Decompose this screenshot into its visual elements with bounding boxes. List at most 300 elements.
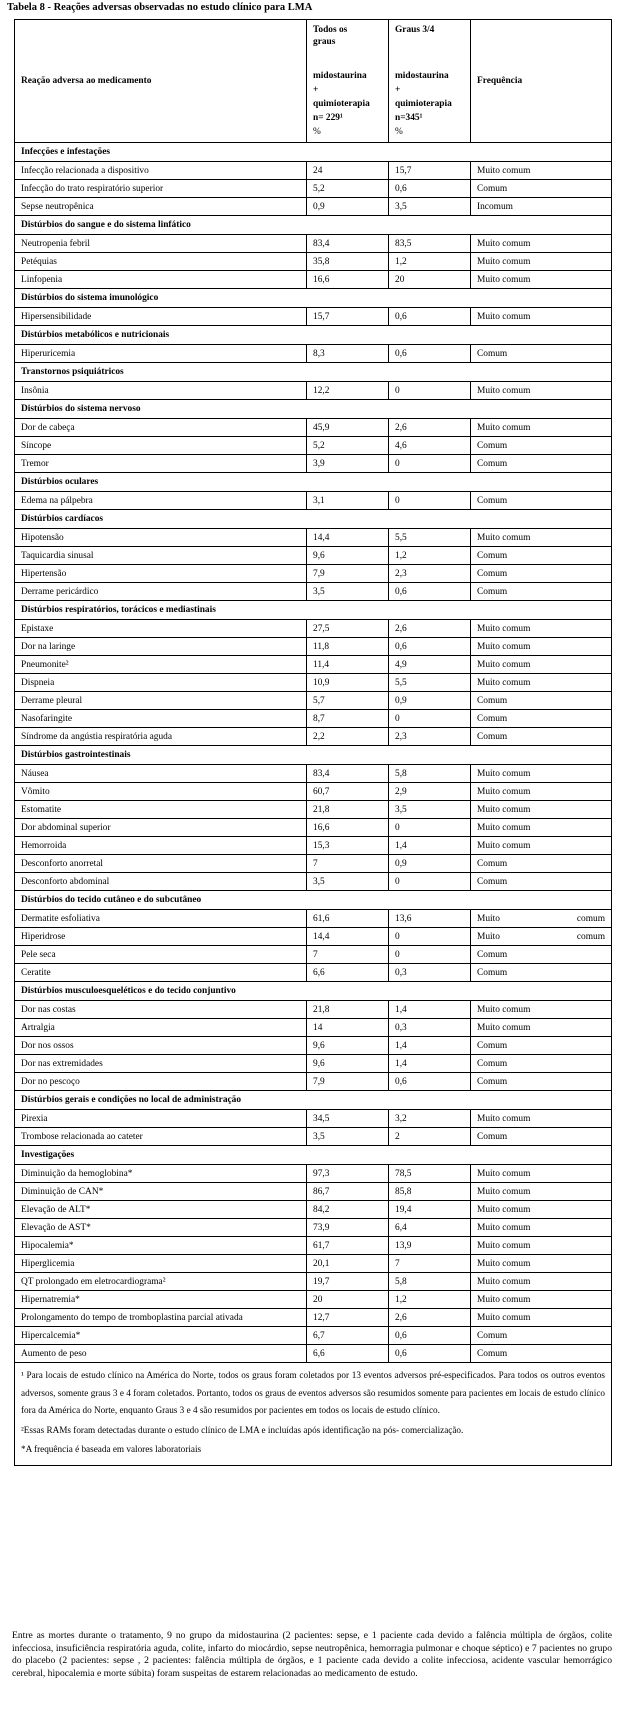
grades-34-cell: 0 (389, 928, 471, 946)
grades-34-cell: 0,6 (389, 180, 471, 198)
header-grades-34-plus: + (395, 85, 401, 95)
section-title: Distúrbios respiratórios, torácicos e mediastinais (15, 601, 612, 620)
grades-34-cell: 3,2 (389, 1110, 471, 1128)
grades-34-cell: 0,6 (389, 638, 471, 656)
reaction-name-cell: Tremor (15, 455, 307, 473)
all-grades-cell: 11,8 (307, 638, 389, 656)
reaction-name-cell: Hipersensibilidade (15, 308, 307, 326)
table-row (15, 855, 612, 873)
frequency-cell: Comum (471, 692, 612, 710)
table-row (15, 1291, 612, 1309)
header-all-grades-unit: % (313, 127, 321, 137)
grades-34-cell: 0,6 (389, 308, 471, 326)
frequency-cell: Comum (471, 437, 612, 455)
all-grades-cell: 3,5 (307, 583, 389, 601)
frequency-cell: Muito comum (471, 419, 612, 437)
all-grades-cell: 9,6 (307, 547, 389, 565)
table-caption: Tabela 8 - Reações adversas observadas no estudo clínico para LMA (7, 2, 313, 13)
reaction-name-cell: Estomatite (15, 801, 307, 819)
all-grades-cell: 0,9 (307, 198, 389, 216)
grades-34-cell: 1,4 (389, 1001, 471, 1019)
header-all-grades-chemo: quimioterapia (313, 99, 370, 109)
header-grades-34-title: Graus 3/4 (395, 25, 435, 35)
frequency-cell: Muito comum (471, 308, 612, 326)
section-header-row (15, 216, 612, 235)
table-row (15, 765, 612, 783)
frequency-cell: Muito comum (471, 837, 612, 855)
section-header-row (15, 601, 612, 620)
frequency-cell: Comum (471, 873, 612, 891)
table-row (15, 1273, 612, 1291)
table-row (15, 308, 612, 326)
grades-34-cell: 6,4 (389, 1219, 471, 1237)
grades-34-cell: 0 (389, 819, 471, 837)
header-grades-34-unit: % (395, 127, 403, 137)
table-row (15, 837, 612, 855)
grades-34-cell: 0,9 (389, 692, 471, 710)
frequency-cell: Muito comum (471, 910, 612, 928)
grades-34-cell: 5,8 (389, 765, 471, 783)
frequency-cell: Muito comum (471, 1219, 612, 1237)
table-row (15, 419, 612, 437)
frequency-cell: Muito comum (471, 1183, 612, 1201)
all-grades-cell: 16,6 (307, 819, 389, 837)
grades-34-cell: 2,3 (389, 728, 471, 746)
all-grades-cell: 20,1 (307, 1255, 389, 1273)
reaction-name-cell: Ceratite (15, 964, 307, 982)
all-grades-cell: 9,6 (307, 1055, 389, 1073)
section-title: Infecções e infestações (15, 143, 612, 162)
frequency-cell: Muito comum (471, 801, 612, 819)
frequency-cell: Muito comum (471, 1291, 612, 1309)
section-title: Distúrbios do tecido cutâneo e do subcutâneo (15, 891, 612, 910)
table-row (15, 1327, 612, 1345)
reaction-name-cell: Hemorroida (15, 837, 307, 855)
reaction-name-cell: Sepse neutropênica (15, 198, 307, 216)
reaction-name-cell: Desconforto anorretal (15, 855, 307, 873)
grades-34-cell: 2,3 (389, 565, 471, 583)
frequency-cell: Muito comum (471, 1001, 612, 1019)
section-header-row (15, 891, 612, 910)
table-row (15, 873, 612, 891)
grades-34-cell: 0,9 (389, 855, 471, 873)
reaction-name-cell: Infecção relacionada a dispositivo (15, 162, 307, 180)
reaction-name-cell: Vômito (15, 783, 307, 801)
reaction-name-cell: Dor no pescoço (15, 1073, 307, 1091)
frequency-cell: Muito comum (471, 674, 612, 692)
section-title: Investigações (15, 1146, 612, 1165)
adverse-reactions-table (14, 19, 612, 1466)
section-header-row (15, 289, 612, 308)
reaction-name-cell: Dor nas extremidades (15, 1055, 307, 1073)
frequency-cell: Muito comum (471, 1165, 612, 1183)
reaction-name-cell: Dermatite esfoliativa (15, 910, 307, 928)
grades-34-cell: 13,9 (389, 1237, 471, 1255)
table-row (15, 455, 612, 473)
grades-34-cell: 0,6 (389, 583, 471, 601)
all-grades-cell: 6,6 (307, 964, 389, 982)
frequency-cell: Muito comum (471, 1110, 612, 1128)
reaction-name-cell: Dispneia (15, 674, 307, 692)
reaction-name-cell: Nasofaringite (15, 710, 307, 728)
grades-34-cell: 2,9 (389, 783, 471, 801)
all-grades-cell: 34,5 (307, 1110, 389, 1128)
all-grades-cell: 10,9 (307, 674, 389, 692)
reaction-name-cell: Hipertensão (15, 565, 307, 583)
frequency-cell: Comum (471, 1037, 612, 1055)
frequency-cell: Muito comum (471, 1273, 612, 1291)
all-grades-cell: 61,7 (307, 1237, 389, 1255)
grades-34-cell: 4,6 (389, 437, 471, 455)
reaction-name-cell: Hiperglicemia (15, 1255, 307, 1273)
grades-34-cell: 1,4 (389, 1037, 471, 1055)
grades-34-cell: 0 (389, 492, 471, 510)
table-row (15, 1037, 612, 1055)
table-row (15, 692, 612, 710)
frequency-cell: Comum (471, 455, 612, 473)
table-row (15, 271, 612, 289)
frequency-cell: Muito comum (471, 928, 612, 946)
all-grades-cell: 61,6 (307, 910, 389, 928)
frequency-cell: Muito comum (471, 1309, 612, 1327)
deaths-paragraph: Entre as mortes durante o tratamento, 9 no grupo da midostaurina (2 pacientes: sepse, e 1 paciente cada devido a falência múltipla de órgãos, colite infecciosa, insuficiência respiratória aguda, colite, infarto do miocárdio, sepse neutropênica, hemorragia pulmonar e choque séptico) e 7 pacientes no grupo do placebo (2 pacientes: sepse , 2 pacientes: falência múltipla de órgãos, e 1 paciente cada devido a colite infecciosa, acidente vascular hemorrágico cerebral, hipocalemia e morte súbita) foram suspeitas de estarem relacionadas ao medicamento de estudo. (12, 1630, 612, 1679)
table-row (15, 492, 612, 510)
all-grades-cell: 83,4 (307, 235, 389, 253)
all-grades-cell: 5,2 (307, 437, 389, 455)
header-all-grades-plus: + (313, 85, 319, 95)
section-title: Distúrbios do sistema nervoso (15, 400, 612, 419)
grades-34-cell: 0,3 (389, 964, 471, 982)
section-title: Distúrbios do sistema imunológico (15, 289, 612, 308)
frequency-cell: Comum (471, 547, 612, 565)
grades-34-cell: 3,5 (389, 198, 471, 216)
all-grades-cell: 12,7 (307, 1309, 389, 1327)
section-header-row (15, 1091, 612, 1110)
table-row (15, 583, 612, 601)
table-row (15, 1001, 612, 1019)
section-title: Distúrbios oculares (15, 473, 612, 492)
reaction-name-cell: Pirexia (15, 1110, 307, 1128)
reaction-name-cell: Síncope (15, 437, 307, 455)
reaction-name-cell: Dor nos ossos (15, 1037, 307, 1055)
section-title: Distúrbios cardíacos (15, 510, 612, 529)
table-row (15, 382, 612, 400)
reaction-name-cell: Linfopenia (15, 271, 307, 289)
reaction-name-cell: Dor abdominal superior (15, 819, 307, 837)
all-grades-cell: 97,3 (307, 1165, 389, 1183)
frequency-cell: Comum (471, 583, 612, 601)
grades-34-cell: 0 (389, 946, 471, 964)
all-grades-cell: 7 (307, 855, 389, 873)
all-grades-cell: 6,7 (307, 1327, 389, 1345)
reaction-name-cell: Derrame pleural (15, 692, 307, 710)
all-grades-cell: 60,7 (307, 783, 389, 801)
section-header-row (15, 363, 612, 382)
grades-34-cell: 1,4 (389, 837, 471, 855)
frequency-cell: Comum (471, 492, 612, 510)
grades-34-cell: 1,2 (389, 547, 471, 565)
all-grades-cell: 19,7 (307, 1273, 389, 1291)
table-row (15, 253, 612, 271)
reaction-name-cell: QT prolongado em eletrocardiograma² (15, 1273, 307, 1291)
reaction-name-cell: Hipotensão (15, 529, 307, 547)
all-grades-cell: 8,7 (307, 710, 389, 728)
all-grades-cell: 3,1 (307, 492, 389, 510)
all-grades-cell: 15,3 (307, 837, 389, 855)
frequency-cell: Comum (471, 728, 612, 746)
reaction-name-cell: Diminuição de CAN* (15, 1183, 307, 1201)
reaction-name-cell: Elevação de ALT* (15, 1201, 307, 1219)
table-row (15, 674, 612, 692)
frequency-cell: Incomum (471, 198, 612, 216)
grades-34-cell: 85,8 (389, 1183, 471, 1201)
table-row (15, 1055, 612, 1073)
grades-34-cell: 1,4 (389, 1055, 471, 1073)
footnote-note2: ²Essas RAMs foram detectadas durante o estudo clínico de LMA e incluídas após identificação na pós- comercialização. (21, 1424, 464, 1435)
table-row (15, 1165, 612, 1183)
grades-34-cell: 78,5 (389, 1165, 471, 1183)
grades-34-cell: 2,6 (389, 419, 471, 437)
table-row (15, 1237, 612, 1255)
reaction-name-cell: Náusea (15, 765, 307, 783)
reaction-name-cell: Dor de cabeça (15, 419, 307, 437)
header-grades-34-n: n=345¹ (395, 113, 423, 123)
reaction-name-cell: Taquicardia sinusal (15, 547, 307, 565)
reaction-name-cell: Dor nas costas (15, 1001, 307, 1019)
section-title: Transtornos psiquiátricos (15, 363, 612, 382)
grades-34-cell: 0,6 (389, 1345, 471, 1363)
table-row (15, 345, 612, 363)
all-grades-cell: 5,2 (307, 180, 389, 198)
grades-34-cell: 13,6 (389, 910, 471, 928)
table-row (15, 710, 612, 728)
all-grades-cell: 84,2 (307, 1201, 389, 1219)
frequency-cell: Comum (471, 345, 612, 363)
reaction-name-cell: Elevação de AST* (15, 1219, 307, 1237)
header-all-grades-n: n= 229¹ (313, 113, 343, 123)
all-grades-cell: 45,9 (307, 419, 389, 437)
reaction-name-cell: Prolongamento do tempo de tromboplastina parcial ativada (15, 1309, 307, 1327)
frequency-cell: Muito comum (471, 271, 612, 289)
frequency-cell: Muito comum (471, 1019, 612, 1037)
grades-34-cell: 5,5 (389, 529, 471, 547)
grades-34-cell: 2,6 (389, 1309, 471, 1327)
table-row (15, 1073, 612, 1091)
all-grades-cell: 73,9 (307, 1219, 389, 1237)
reaction-name-cell: Hipercalcemia* (15, 1327, 307, 1345)
table-row (15, 928, 612, 946)
reaction-name-cell: Síndrome da angústia respiratória aguda (15, 728, 307, 746)
grades-34-cell: 0,3 (389, 1019, 471, 1037)
all-grades-cell: 8,3 (307, 345, 389, 363)
section-header-row (15, 473, 612, 492)
all-grades-cell: 7 (307, 946, 389, 964)
header-all-grades-drug: midostaurina (313, 71, 367, 81)
section-title: Distúrbios do sangue e do sistema linfático (15, 216, 612, 235)
table-row (15, 656, 612, 674)
section-header-row (15, 510, 612, 529)
frequency-cell: Comum (471, 1327, 612, 1345)
grades-34-cell: 19,4 (389, 1201, 471, 1219)
frequency-cell: Muito comum (471, 765, 612, 783)
table-row (15, 529, 612, 547)
frequency-cell: Comum (471, 1055, 612, 1073)
reaction-name-cell: Pele seca (15, 946, 307, 964)
table-row (15, 1183, 612, 1201)
all-grades-cell: 20 (307, 1291, 389, 1309)
reaction-name-cell: Trombose relacionada ao cateter (15, 1128, 307, 1146)
grades-34-cell: 20 (389, 271, 471, 289)
frequency-cell: Muito comum (471, 382, 612, 400)
table-row (15, 1110, 612, 1128)
section-title: Distúrbios musculoesqueléticos e do tecido conjuntivo (15, 982, 612, 1001)
table-row (15, 910, 612, 928)
all-grades-cell: 5,7 (307, 692, 389, 710)
grades-34-cell: 7 (389, 1255, 471, 1273)
reaction-name-cell: Hiperidrose (15, 928, 307, 946)
table-row (15, 819, 612, 837)
table-row (15, 1019, 612, 1037)
table-row (15, 728, 612, 746)
table-row (15, 638, 612, 656)
header-all-grades (307, 20, 389, 143)
section-header-row (15, 982, 612, 1001)
frequency-cell: Comum (471, 710, 612, 728)
table-row (15, 964, 612, 982)
table-row (15, 1128, 612, 1146)
section-header-row (15, 1146, 612, 1165)
header-grades-34 (389, 20, 471, 143)
all-grades-cell: 6,6 (307, 1345, 389, 1363)
table-row (15, 946, 612, 964)
all-grades-cell: 14 (307, 1019, 389, 1037)
grades-34-cell: 5,8 (389, 1273, 471, 1291)
grades-34-cell: 0 (389, 382, 471, 400)
table-row (15, 198, 612, 216)
all-grades-cell: 2,2 (307, 728, 389, 746)
frequency-cell: Muito comum (471, 162, 612, 180)
frequency-cell: Comum (471, 565, 612, 583)
reaction-name-cell: Hipernatremia* (15, 1291, 307, 1309)
table-header-row (15, 20, 612, 143)
all-grades-cell: 12,2 (307, 382, 389, 400)
table-row (15, 1255, 612, 1273)
grades-34-cell: 0,6 (389, 345, 471, 363)
table-row (15, 547, 612, 565)
grades-34-cell: 1,2 (389, 253, 471, 271)
frequency-cell: Muito comum (471, 1237, 612, 1255)
table-row (15, 1219, 612, 1237)
frequency-cell: Muito comum (471, 1255, 612, 1273)
all-grades-cell: 14,4 (307, 529, 389, 547)
reaction-name-cell: Diminuição da hemoglobina* (15, 1165, 307, 1183)
all-grades-cell: 83,4 (307, 765, 389, 783)
reaction-name-cell: Edema na pálpebra (15, 492, 307, 510)
reaction-name-cell: Aumento de peso (15, 1345, 307, 1363)
header-frequency: Frequência (471, 20, 612, 143)
grades-34-cell: 83,5 (389, 235, 471, 253)
frequency-cell: Comum (471, 1128, 612, 1146)
frequency-cell: Comum (471, 946, 612, 964)
frequency-cell: Muito comum (471, 783, 612, 801)
table-row (15, 180, 612, 198)
reaction-name-cell: Pneumonite² (15, 656, 307, 674)
frequency-cell: Muito comum (471, 235, 612, 253)
table-row (15, 783, 612, 801)
header-all-grades-title2: graus (313, 37, 336, 47)
all-grades-cell: 21,8 (307, 801, 389, 819)
reaction-name-cell: Infecção do trato respiratório superior (15, 180, 307, 198)
table-row (15, 1201, 612, 1219)
all-grades-cell: 35,8 (307, 253, 389, 271)
grades-34-cell: 0 (389, 455, 471, 473)
grades-34-cell: 3,5 (389, 801, 471, 819)
header-all-grades-title1: Todos os (313, 25, 348, 35)
frequency-cell: Muito comum (471, 819, 612, 837)
frequency-cell: Comum (471, 1345, 612, 1363)
frequency-cell: Comum (471, 1073, 612, 1091)
grades-34-cell: 2 (389, 1128, 471, 1146)
frequency-cell: Muito comum (471, 656, 612, 674)
grades-34-cell: 1,2 (389, 1291, 471, 1309)
section-header-row (15, 326, 612, 345)
frequency-cell: Comum (471, 855, 612, 873)
reaction-name-cell: Artralgia (15, 1019, 307, 1037)
reaction-name-cell: Petéquias (15, 253, 307, 271)
footnote-note1: ¹ Para locais de estudo clínico na América do Norte, todos os graus foram coletados por 13 eventos adversos pré-especificados. Para todos os outros eventos adversos, somente graus 3 e 4 foram coletados. Portanto, todos os graus de eventos adversos são resumidos somente para pacientes em locais de estudo clínico fora da América do Norte, enquanto Graus 3 e 4 são resumidos por pacientes em todos os locais de estudo clínico. (21, 1370, 605, 1415)
reaction-name-cell: Insônia (15, 382, 307, 400)
header-grades-34-drug: midostaurina (395, 71, 449, 81)
frequency-cell: Comum (471, 964, 612, 982)
reaction-name-cell: Hipocalemia* (15, 1237, 307, 1255)
all-grades-cell: 86,7 (307, 1183, 389, 1201)
table-row (15, 1309, 612, 1327)
frequency-cell: Muito comum (471, 529, 612, 547)
all-grades-cell: 14,4 (307, 928, 389, 946)
all-grades-cell: 11,4 (307, 656, 389, 674)
table-row (15, 437, 612, 455)
all-grades-cell: 7,9 (307, 1073, 389, 1091)
frequency-cell: Comum (471, 180, 612, 198)
section-title: Distúrbios gerais e condições no local de administração (15, 1091, 612, 1110)
reaction-name-cell: Dor na laringe (15, 638, 307, 656)
section-title: Distúrbios gastrointestinais (15, 746, 612, 765)
all-grades-cell: 3,5 (307, 873, 389, 891)
table-row (15, 1345, 612, 1363)
grades-34-cell: 15,7 (389, 162, 471, 180)
all-grades-cell: 15,7 (307, 308, 389, 326)
section-header-row (15, 746, 612, 765)
grades-34-cell: 4,9 (389, 656, 471, 674)
table-row (15, 235, 612, 253)
table-row (15, 620, 612, 638)
section-header-row (15, 400, 612, 419)
reaction-name-cell: Epistaxe (15, 620, 307, 638)
all-grades-cell: 3,9 (307, 455, 389, 473)
frequency-cell: Muito comum (471, 620, 612, 638)
grades-34-cell: 5,5 (389, 674, 471, 692)
grades-34-cell: 0,6 (389, 1327, 471, 1345)
section-title: Distúrbios metabólicos e nutricionais (15, 326, 612, 345)
table-row (15, 801, 612, 819)
frequency-cell: Muito comum (471, 1201, 612, 1219)
footnotes-cell (15, 1363, 612, 1466)
grades-34-cell: 0 (389, 873, 471, 891)
reaction-name-cell: Derrame pericárdico (15, 583, 307, 601)
reaction-name-cell: Hiperuricemia (15, 345, 307, 363)
grades-34-cell: 2,6 (389, 620, 471, 638)
grades-34-cell: 0 (389, 710, 471, 728)
